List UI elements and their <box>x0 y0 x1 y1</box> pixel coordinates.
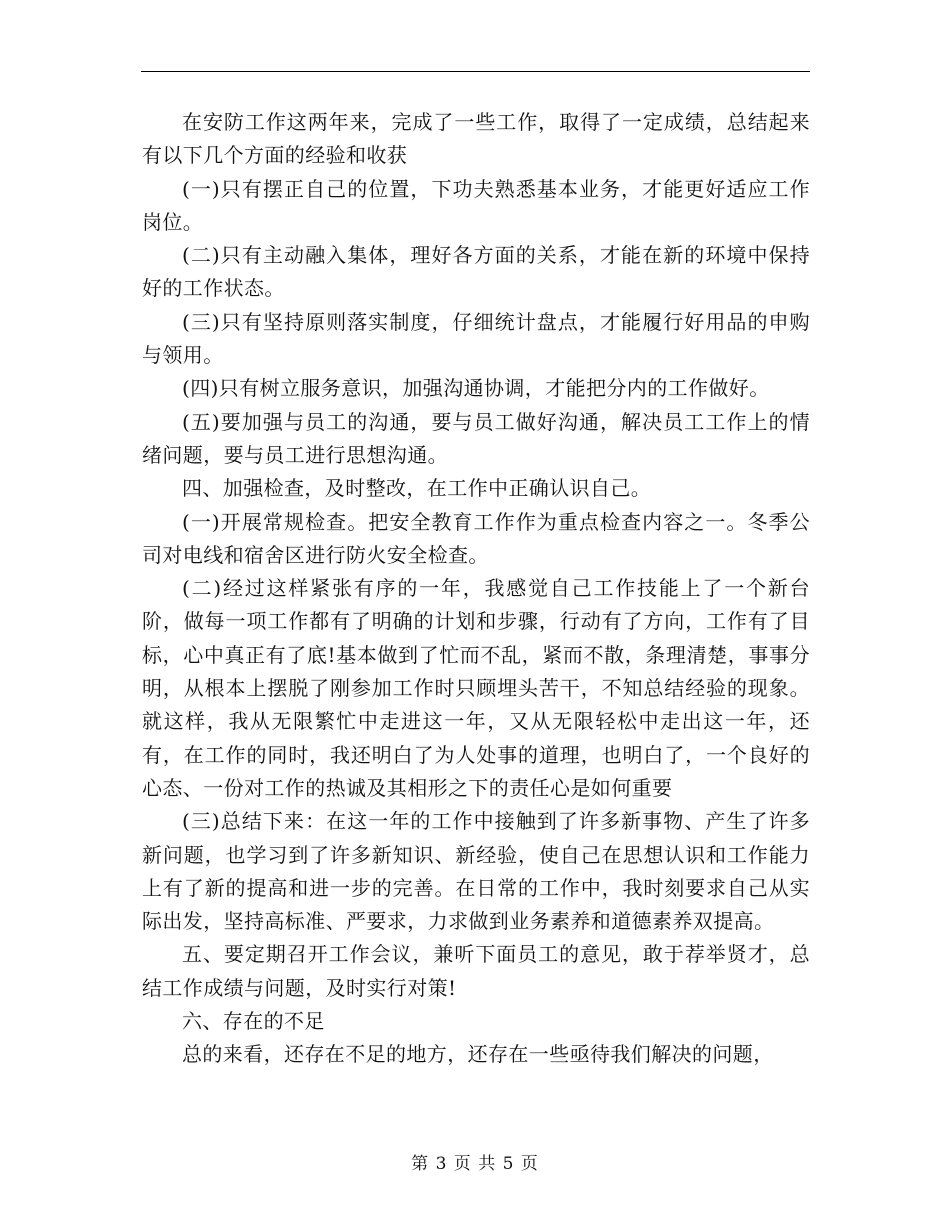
paragraph-9: (二)经过这样紧张有序的一年，我感觉自己工作技能上了一个新台阶，做每一项工作都有了明确的计划和步骤，行动有了方向，工作有了目标，心中真正有了底!基本做到了忙而不乱，紧而不散，条理清楚，事事分明，从根本上摆脱了刚参加工作时只顾埋头苦干，不知总结经验的现象。就这样，我从无限繁忙中走进这一年，又从无限轻松中走出这一年，还有，在工作的同时，我还明白了为人处事的道理，也明白了，一个良好的心态、一份对工作的热诚及其相形之下的责任心是如何重要 <box>142 576 810 800</box>
header-rule <box>141 71 810 72</box>
page-footer: 第 3 页 共 5 页 <box>411 1154 539 1174</box>
body-text <box>142 106 810 1072</box>
paragraph-13: 总的来看，还存在不足的地方，还存在一些亟待我们解决的问题， <box>182 1042 774 1067</box>
paragraph-3: (二)只有主动融入集体，理好各方面的关系，才能在新的环境中保持好的工作状态。 <box>142 243 810 301</box>
paragraph-11: 五、要定期召开工作会议，兼听下面员工的意见，敢于荐举贤才，总结工作成绩与问题，及时实行对策! <box>142 942 810 1000</box>
paragraph-12: 六、存在的不足 <box>182 1009 325 1034</box>
paragraph-4: (三)只有坚持原则落实制度，仔细统计盘点，才能履行好用品的申购与领用。 <box>142 309 810 368</box>
paragraph-5: (四)只有树立服务意识，加强沟通协调，才能把分内的工作做好。 <box>182 376 770 401</box>
paragraph-10: (三)总结下来：在这一年的工作中接触到了许多新事物、产生了许多新问题，也学习到了许多新知识、新经验，使自己在思想认识和工作能力上有了新的提高和进一步的完善。在日常的工作中，我时刻要求自己从实际出发，坚持高标准、严要求，力求做到业务素养和道德素养双提高。 <box>142 809 810 934</box>
paragraph-8: (一)开展常规检查。把安全教育工作作为重点检查内容之一。冬季公司对电线和宿舍区进行防火安全检查。 <box>142 509 810 567</box>
paragraph-6: (五)要加强与员工的沟通，要与员工做好沟通，解决员工工作上的情绪问题，要与员工进行思想沟通。 <box>142 409 810 467</box>
paragraph-7: 四、加强检查，及时整改，在工作中正确认识自己。 <box>182 476 652 501</box>
paragraph-1: 在安防工作这两年来，完成了一些工作，取得了一定成绩，总结起来有以下几个方面的经验和收获 <box>142 110 810 168</box>
paragraph-2: (一)只有摆正自己的位置，下功夫熟悉基本业务，才能更好适应工作岗位。 <box>142 176 810 234</box>
